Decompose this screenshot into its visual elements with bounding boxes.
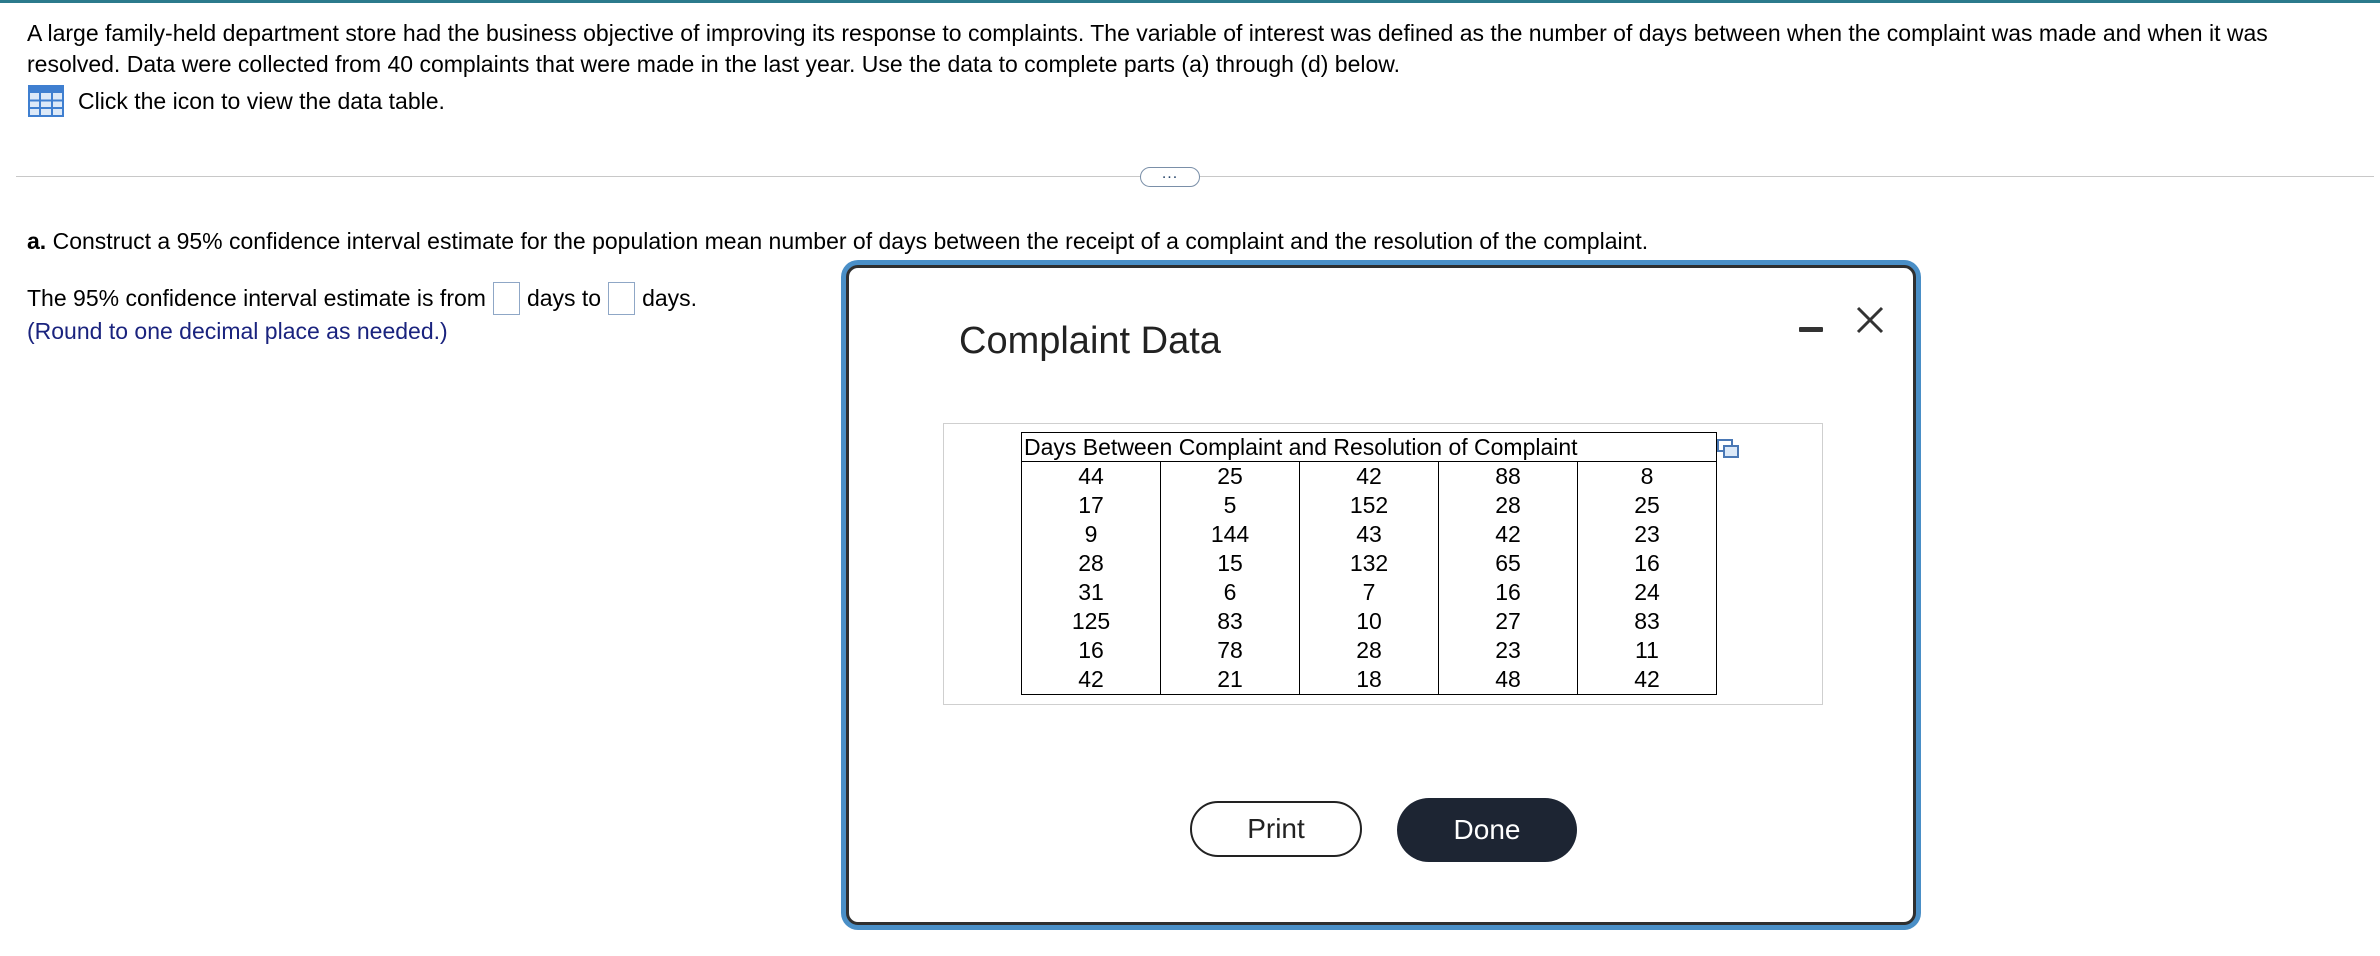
table-row: [1022, 665, 1717, 695]
table-header: Days Between Complaint and Resolution of Complaint: [1022, 433, 1717, 462]
table-cell: 21: [1161, 665, 1300, 695]
dialog-title: Complaint Data: [959, 320, 1221, 362]
table-cell: 11: [1578, 636, 1717, 665]
table-cell: 88: [1439, 462, 1578, 492]
complaint-data-dialog: [846, 265, 1916, 925]
answer-prefix: The 95% confidence interval estimate is from: [27, 285, 486, 311]
table-cell: 125: [1022, 607, 1161, 636]
done-button[interactable]: Done: [1397, 798, 1577, 862]
table-cell: 5: [1161, 491, 1300, 520]
table-cell: 27: [1439, 607, 1578, 636]
table-cell: 10: [1300, 607, 1439, 636]
answer-middle: days to: [526, 285, 602, 311]
table-cell: 78: [1161, 636, 1300, 665]
table-cell: 18: [1300, 665, 1439, 695]
table-cell: 25: [1578, 491, 1717, 520]
table-row: [1022, 636, 1717, 665]
table-row: [1022, 491, 1717, 520]
table-cell: 28: [1022, 549, 1161, 578]
table-cell: 24: [1578, 578, 1717, 607]
table-row: [1022, 462, 1717, 492]
table-cell: 31: [1022, 578, 1161, 607]
table-cell: 48: [1439, 665, 1578, 695]
more-dots: ...: [1161, 165, 1179, 182]
table-row: [1022, 549, 1717, 578]
table-cell: 42: [1578, 665, 1717, 695]
table-cell: 16: [1022, 636, 1161, 665]
table-cell: 17: [1022, 491, 1161, 520]
table-cell: 16: [1439, 578, 1578, 607]
lower-bound-input[interactable]: [493, 282, 520, 315]
table-row: [1022, 607, 1717, 636]
complaint-data-table: [1021, 432, 1717, 695]
table-row: [1022, 520, 1717, 549]
table-cell: 44: [1022, 462, 1161, 492]
table-cell: 132: [1300, 549, 1439, 578]
part-a-text: Construct a 95% confidence interval estimate for the population mean number of days between the receipt of a complaint and the resolution of the complaint.: [52, 228, 1649, 254]
table-cell: 8: [1578, 462, 1717, 492]
answer-row: [27, 282, 697, 315]
table-cell: 42: [1439, 520, 1578, 549]
table-cell: 9: [1022, 520, 1161, 549]
part-a-label: a.: [27, 228, 47, 254]
part-a-question: [27, 228, 1648, 255]
table-row: [1022, 578, 1717, 607]
table-cell: 83: [1578, 607, 1717, 636]
copy-icon[interactable]: [1717, 438, 1741, 460]
close-icon[interactable]: [1854, 300, 1886, 340]
table-cell: 152: [1300, 491, 1439, 520]
table-cell: 42: [1022, 665, 1161, 695]
expand-more-button[interactable]: [1140, 167, 1200, 187]
table-cell: 65: [1439, 549, 1578, 578]
top-accent-line: [0, 0, 2380, 3]
table-cell: 42: [1300, 462, 1439, 492]
data-table-link-text: Click the icon to view the data table.: [78, 87, 445, 114]
table-cell: 28: [1300, 636, 1439, 665]
table-cell: 25: [1161, 462, 1300, 492]
table-cell: 83: [1161, 607, 1300, 636]
table-cell: 6: [1161, 578, 1300, 607]
rounding-instruction: (Round to one decimal place as needed.): [27, 318, 448, 344]
table-cell: 15: [1161, 549, 1300, 578]
data-table-link-row: [28, 84, 445, 118]
question-intro: A large family-held department store had the business objective of improving its response to complaints. The variable of interest was defined as the number of days between when the complaint was made and when it was resolved. Data were collected from 40 complaints that were made in the last year. Use the data to complete parts (a) through (d) below.: [27, 20, 2268, 77]
print-button[interactable]: Print: [1190, 801, 1362, 857]
table-cell: 43: [1300, 520, 1439, 549]
minimize-icon[interactable]: [1799, 316, 1823, 340]
table-cell: 7: [1300, 578, 1439, 607]
upper-bound-input[interactable]: [608, 282, 635, 315]
table-cell: 144: [1161, 520, 1300, 549]
answer-suffix: days.: [642, 285, 698, 311]
table-cell: 23: [1578, 520, 1717, 549]
table-cell: 23: [1439, 636, 1578, 665]
table-cell: 16: [1578, 549, 1717, 578]
table-cell: 28: [1439, 491, 1578, 520]
data-table-icon[interactable]: [28, 85, 64, 117]
